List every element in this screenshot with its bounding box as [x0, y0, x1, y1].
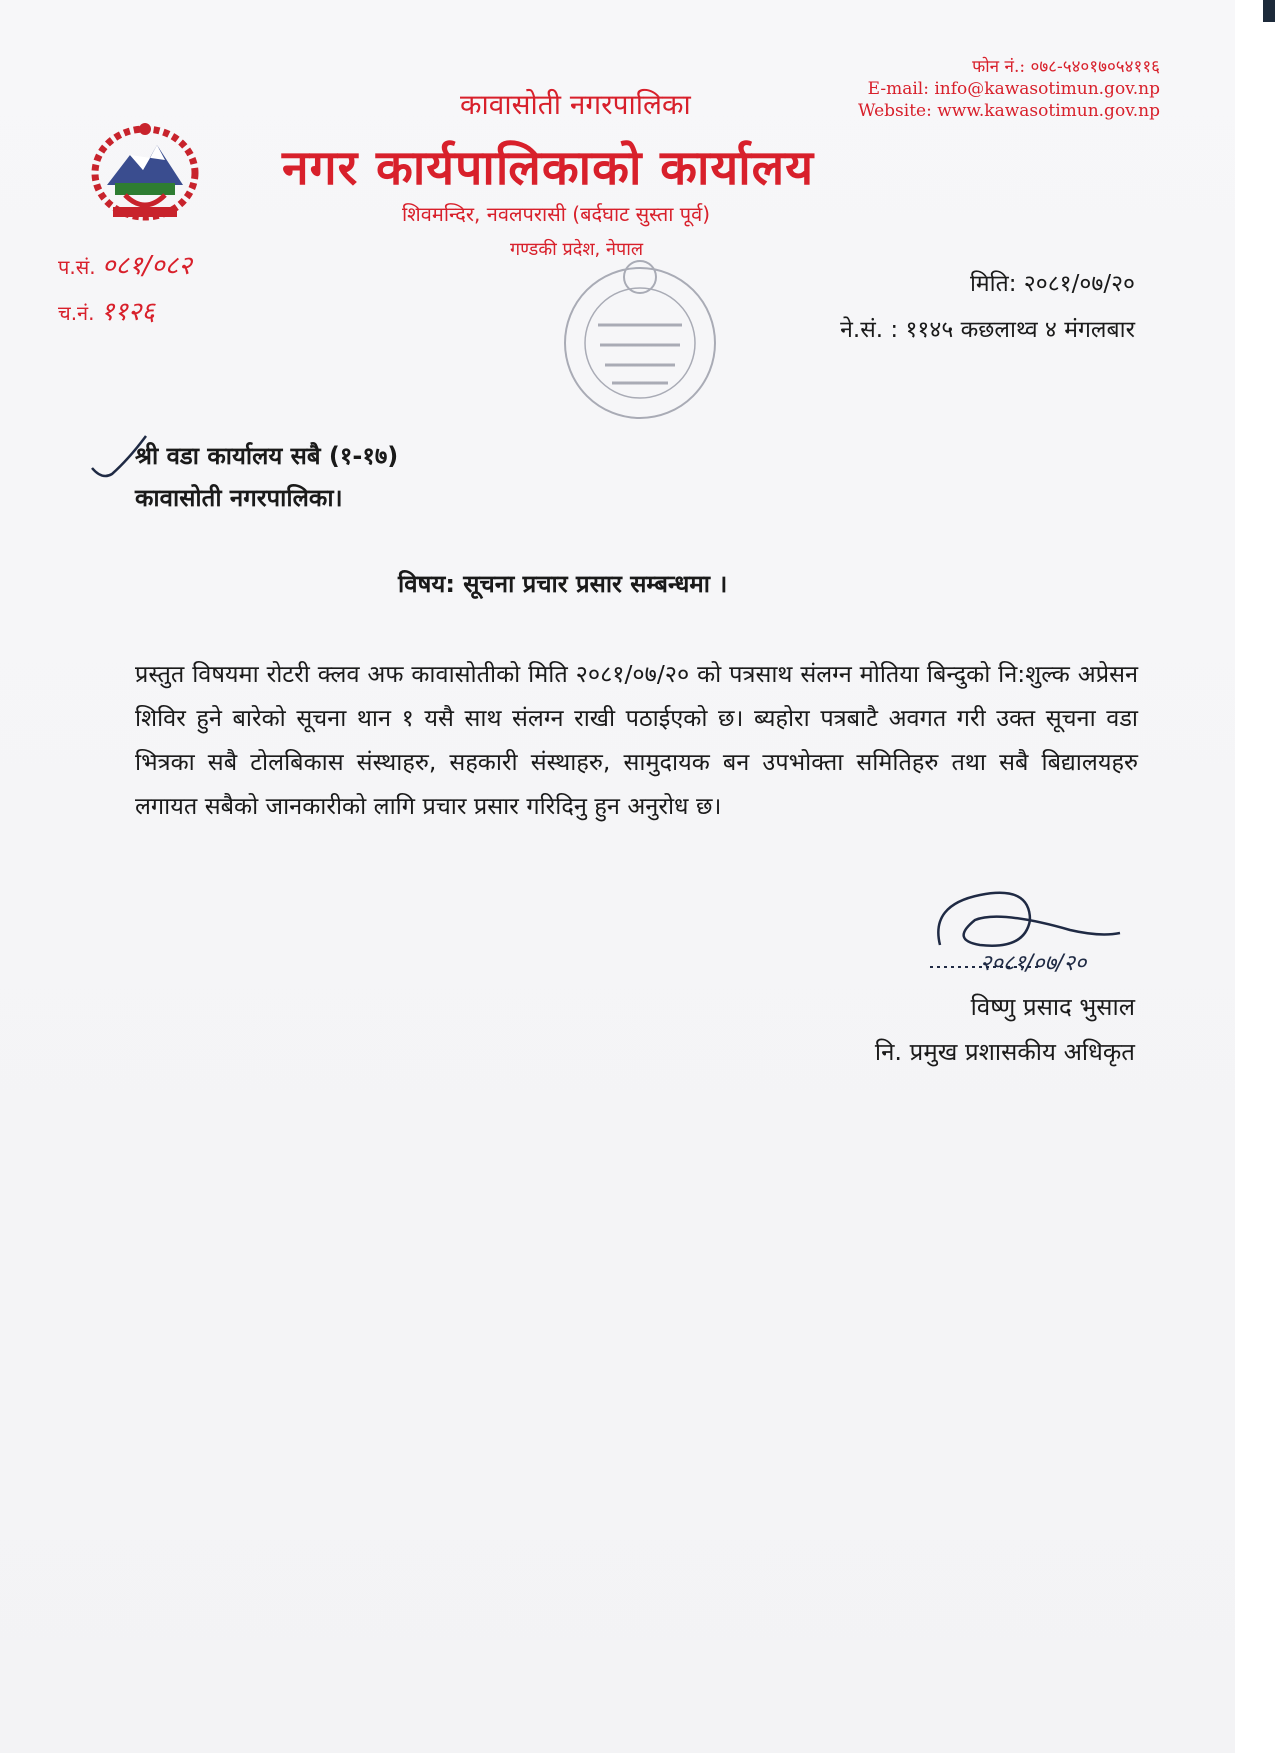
website-address: Website: www.kawasotimun.gov.np	[858, 101, 1160, 121]
office-seal-stamp	[540, 255, 735, 430]
contact-block	[858, 56, 1160, 122]
chalani-number	[58, 292, 155, 328]
recipient-block	[135, 435, 398, 519]
email-address: E-mail: info@kawasotimun.gov.np	[867, 79, 1160, 99]
recipient-line-2: कावासोती नगरपालिका।	[135, 484, 343, 512]
signatory-designation: नि. प्रमुख प्रशासकीय अधिकृत	[874, 1038, 1135, 1066]
phone-number: फोन नं.: ०७८-५४०१७०५४११६	[972, 57, 1160, 77]
patra-sankhya	[58, 246, 192, 282]
municipality-name: कावासोती नगरपालिका	[460, 88, 691, 121]
letter-body: प्रस्तुत विषयमा रोटरी क्लव अफ कावासोतीको मिति २०८१/०७/२० को पत्रसाथ संलग्न मोतिया बिन्दुको नि:शुल्क अप्रेसन शिविर हुने बारेको सूचना थान १ यसै साथ संलग्न राखी पठाईएको छ। ब्यहोरा पत्रबाटै अवगत गरी उक्त सूचना वडा भित्रका सबै टोलबिकास संस्थाहरु, सहकारी संस्थाहरु, सामुदायक बन उपभोक्ता समितिहरु तथा सबै बिद्यालयहरु लगायत सबैको जानकारीको लागि प्रचार प्रसार गरिदिनु हुन अनुरोध छ।	[135, 660, 1138, 820]
subject-line: विषय: सूचना प्रचार प्रसार सम्बन्धमा ।	[398, 570, 728, 598]
patra-sankhya-label: प.सं.	[58, 255, 96, 279]
signatory-block	[875, 985, 1135, 1075]
nepal-sambat-date: ने.सं. : ११४५ कछलाथ्व ४ मंगलबार	[840, 317, 1135, 343]
chalani-label: च.नं.	[58, 301, 95, 325]
scan-edge	[1235, 0, 1275, 1753]
office-title: नगर कार्यपालिकाको कार्यालय	[282, 140, 815, 196]
recipient-line-1: श्री वडा कार्यालय सबै (१-१७)	[135, 442, 399, 470]
letter-date: मिति: २०८१/०७/२०	[969, 271, 1135, 297]
scan-corner	[1263, 0, 1275, 22]
chalani-value: ११२६	[100, 297, 155, 327]
address-line-2: गण्डकी प्रदेश, नेपाल	[510, 239, 644, 260]
signature-date: २०८१/०७/२०	[980, 951, 1087, 976]
signature-graphic	[920, 875, 1200, 995]
address-line-1: शिवमन्दिर, नवलपरासी (बर्दघाट सुस्ता पूर्व)	[402, 202, 711, 226]
patra-sankhya-value: ०८१/०८२	[101, 251, 192, 281]
signatory-name: विष्णु प्रसाद भुसाल	[970, 993, 1135, 1021]
government-emblem-icon	[85, 115, 205, 225]
